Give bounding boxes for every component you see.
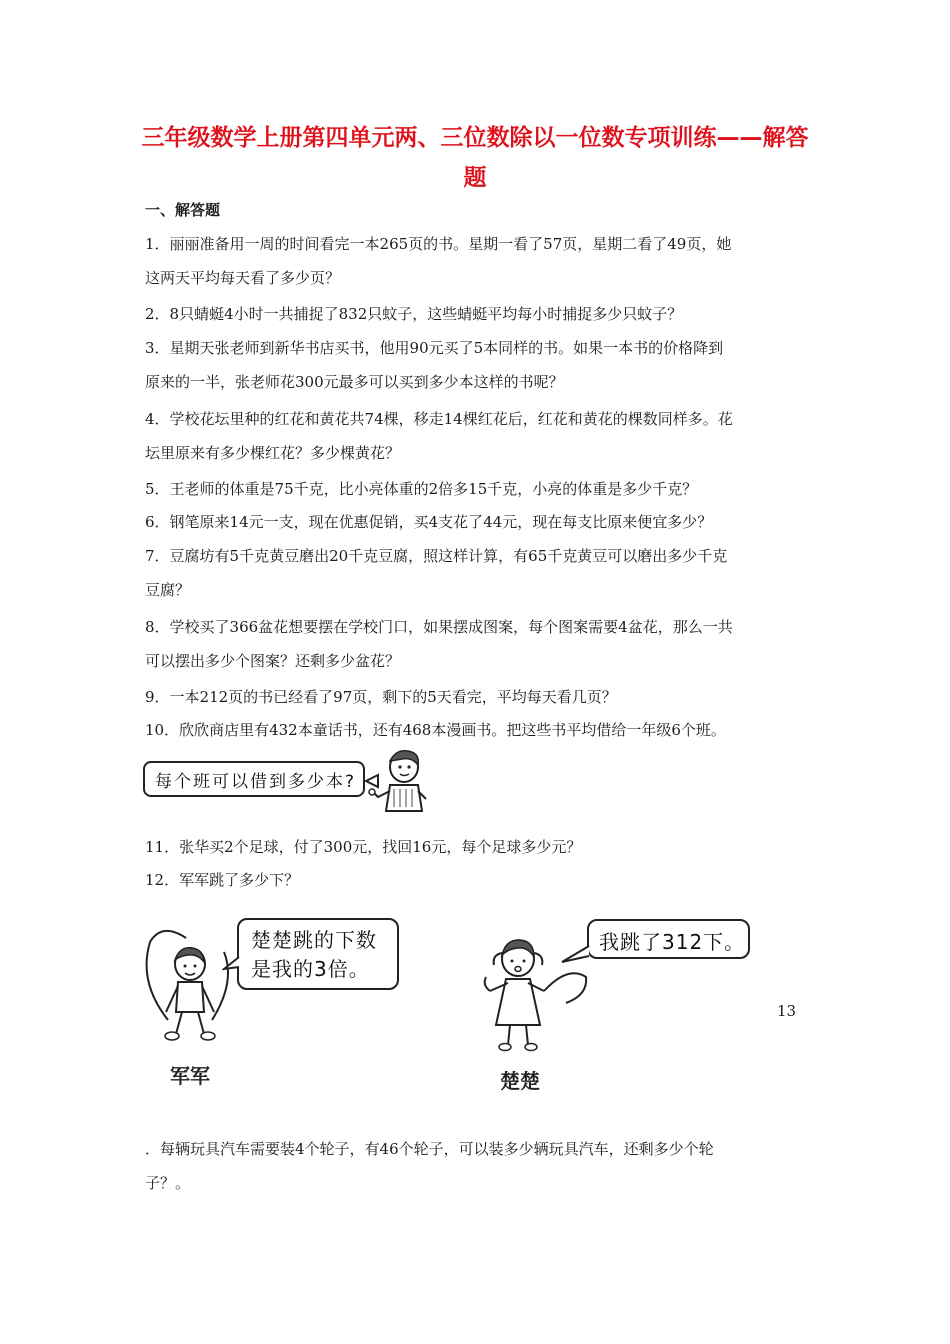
question-5-line-1: 5．王老师的体重是75千克，比小亮体重的2倍多15千克，小亮的体重是多少千克？ [145,480,698,498]
question-1-line-1: 1．丽丽准备用一周的时间看完一本265页的书。星期一看了57页，星期二看了49页，她 [145,235,732,253]
question-1 [145,233,810,289]
title-line-2: 题 [463,165,487,191]
question-12 [145,869,810,891]
question-3 [145,337,810,393]
question-7-line-2: 豆腐？ [145,581,191,599]
question-6 [145,511,810,533]
boy-reading-icon [360,745,440,815]
question-13 [145,1138,810,1194]
question-1-line-2: 这两天平均每天看了多少页？ [145,269,341,287]
question-11 [145,836,810,858]
bubble-tail-left-icon [222,955,240,971]
question-3-line-1: 3．星期天张老师到新华书店买书，他用90元买了5本同样的书。如果一本书的价格降到 [145,339,724,357]
question-4 [145,408,810,464]
question-8-line-2: 可以摆出多少个图案？还剩多少盆花？ [145,652,401,670]
question-4-line-2: 坛里原来有多少棵红花？多少棵黄花？ [145,444,401,462]
q12-right-speech-bubble [587,919,750,959]
q12-right-bubble-text: 我跳了312下。 [599,930,746,954]
q12-left-speech-bubble [237,918,399,990]
question-11-line-1: 11．张华买2个足球，付了300元，找回16元，每个足球多少元？ [145,838,582,856]
question-7 [145,545,810,601]
bubble-tail-right-icon [560,944,590,964]
question-13-line-2: 子？。 [145,1174,191,1192]
title-line-1: 三年级数学上册第四单元两、三位数除以一位数专项训练——解答 [141,125,809,151]
q12-left-bubble-line-1: 楚楚跳的下数 [251,928,377,952]
question-2-line-1: 2．8只蜻蜓4小时一共捕捉了832只蚊子，这些蜻蜓平均每小时捕捉多少只蚊子？ [145,305,683,323]
question-12-line-1: 12．军军跳了多少下？ [145,871,300,889]
q10-bubble-text: 每个班可以借到多少本? [155,772,357,792]
question-2 [145,303,810,325]
document-title [130,118,820,198]
boy-jumping-rope-icon [140,922,250,1052]
section-heading: 一、解答题 [145,201,221,219]
question-10 [145,719,810,741]
question-8 [145,616,810,672]
label-junjun: 军军 [170,1064,210,1088]
question-5 [145,478,810,500]
page-number: 13 [777,1002,797,1020]
q10-speech-bubble [143,761,365,797]
question-6-line-1: 6．钢笔原来14元一支，现在优惠促销，买4支花了44元，现在每支比原来便宜多少？ [145,513,713,531]
question-7-line-1: 7．豆腐坊有5千克黄豆磨出20千克豆腐，照这样计算，有65千克黄豆可以磨出多少千克 [145,547,728,565]
question-10-line-1: 10．欣欣商店里有432本童话书，还有468本漫画书。把这些书平均借给一年级6个班。 [145,721,726,739]
q12-left-bubble-line-2: 是我的3倍。 [251,957,370,981]
question-9-line-1: 9．一本212页的书已经看了97页，剩下的5天看完，平均每天看几页？ [145,688,617,706]
question-8-line-1: 8．学校买了366盆花想要摆在学校门口，如果摆成图案，每个图案需要4盆花，那么一共 [145,618,733,636]
question-13-line-1: ．每辆玩具汽车需要装4个轮子，有46个轮子，可以装多少辆玩具汽车，还剩多少个轮 [145,1140,714,1158]
question-3-line-2: 原来的一半，张老师花300元最多可以买到多少本这样的书呢？ [145,373,564,391]
label-chuchu: 楚楚 [500,1069,540,1093]
question-4-line-1: 4．学校花坛里种的红花和黄花共74棵，移走14棵红花后，红花和黄花的棵数同样多。花 [145,410,733,428]
question-9 [145,686,810,708]
